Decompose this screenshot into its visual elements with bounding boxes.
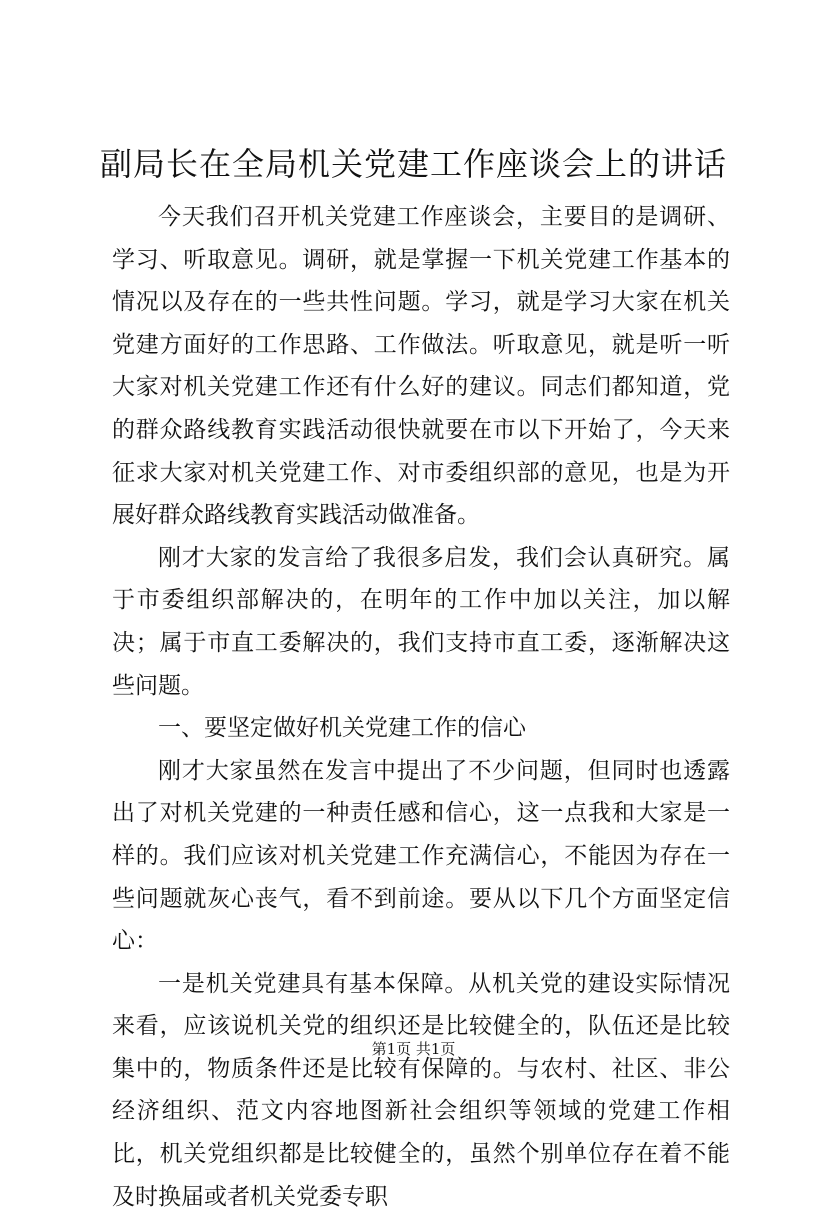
paragraph-confidence: 刚才大家虽然在发言中提出了不少问题，但同时也透露出了对机关党建的一种责任感和信心，这一点我和大家是一样的。我们应该对机关党建工作充满信心，不能因为存在一些问题就灰心丧气，看不到前途。要从以下几个方面坚定信心： (112, 757, 730, 955)
paragraph-guarantee: 一是机关党建具有基本保障。从机关党的建设实际情况来看，应该说机关党的组织还是比较健全的，队伍还是比较集中的，物质条件还是比较有保障的。与农村、社区、非公经济组织、范文内容地图新社会组织等领域的党建工作相比，机关党组织都是比较健全的，虽然个别单位存在着不能及时换届或者机关党委专职 (112, 970, 730, 1210)
page-footer: 第1页 共1页 (371, 1040, 456, 1058)
document-body (112, 196, 730, 1218)
document-title: 副局长在全局机关党建工作座谈会上的讲话 (99, 145, 727, 183)
paragraph-intro: 今天我们召开机关党建工作座谈会，主要目的是调研、学习、听取意见。调研，就是掌握一下机关党建工作基本的情况以及存在的一些共性问题。学习，就是学习大家在机关党建方面好的工作思路、工作做法。听取意见，就是听一听大家对机关党建工作还有什么好的建议。同志们都知道，党的群众路线教育实践活动很快就要在市以下开始了，今天来征求大家对机关党建工作、对市委组织部的意见，也是为开展好群众路线教育实践活动做准备。 (112, 204, 730, 529)
section-heading-confidence: 一、要坚定做好机关党建工作的信心 (158, 715, 526, 742)
paragraph-response: 刚才大家的发言给了我很多启发，我们会认真研究。属于市委组织部解决的，在明年的工作中加以关注，加以解决；属于市直工委解决的，我们支持市直工委，逐渐解决这些问题。 (112, 544, 730, 699)
